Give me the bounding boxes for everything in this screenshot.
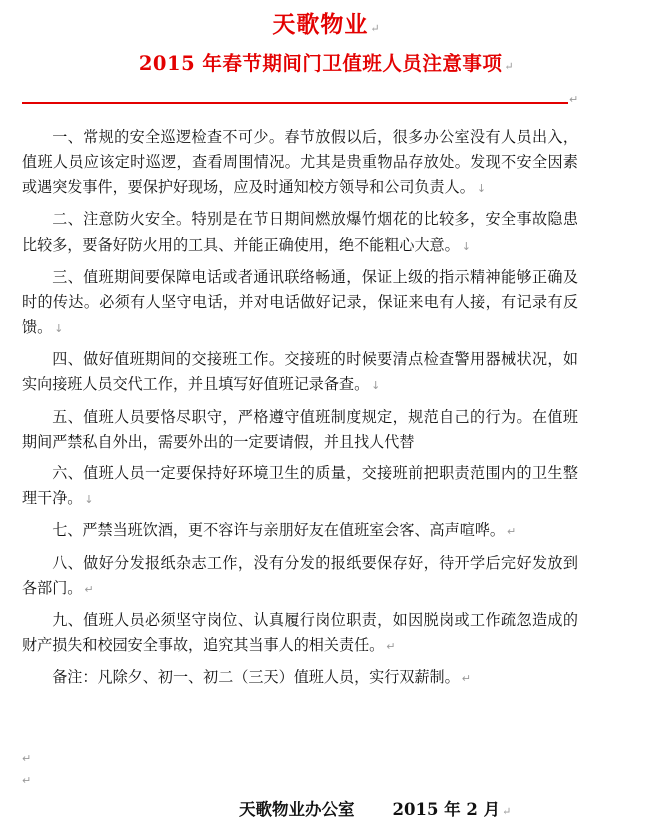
- paragraph-mark-icon: ↵: [84, 582, 94, 596]
- paragraph-text: 五、值班人员要恪尽职守，严格遵守值班制度规定，规范自己的行为。在值班期间严禁私自外出，需要外出的一定要请假，并且找人代替: [22, 407, 578, 451]
- paragraph-text: 九、值班人员必须坚守岗位、认真履行岗位职责，如因脱岗或工作疏忽造成的财产损失和校园安全事故，追究其当事人的相关责任。: [22, 611, 578, 655]
- paragraph-text: 三、值班期间要保障电话或者通讯联络畅通，保证上级的指示精神能够正确及时的传达。必须有人坚守电话，并对电话做好记录，保证来电有人接，有记录有反馈。: [22, 267, 578, 337]
- paragraph-mark-icon: ↵: [569, 93, 579, 106]
- paragraph-5: [22, 405, 578, 455]
- paragraph-9: [22, 608, 578, 659]
- company-heading: [0, 6, 653, 39]
- red-divider-line: [22, 102, 568, 104]
- paragraph-2: [22, 207, 578, 258]
- paragraph-8: [22, 551, 578, 602]
- document-title-text: 2015 年春节期间门卫值班人员注意事项: [138, 52, 503, 75]
- signature-date: 2015 年 2 月: [392, 800, 501, 819]
- paragraph-text: 六、值班人员一定要保持好环境卫生的质量，交接班前把职责范围内的卫生整理干净。: [22, 464, 578, 508]
- paragraph-6: [22, 461, 578, 512]
- document-body[interactable]: [22, 125, 578, 692]
- paragraph-text: 四、做好值班期间的交接班工作。交接班的时候要清点检查警用器械状况，如实向接班人员交代工作，并且填写好值班记录备查。: [22, 350, 578, 394]
- paragraph-mark-icon: ↵: [507, 525, 517, 539]
- line-break-mark-icon: ↓: [461, 239, 471, 253]
- paragraph-3: [22, 265, 578, 341]
- paragraph-mark-icon: ↵: [370, 22, 381, 35]
- paragraph-mark-icon: ↵: [502, 805, 512, 818]
- paragraph-4: [22, 347, 578, 398]
- line-break-mark-icon: ↓: [84, 493, 94, 507]
- paragraph-mark-icon: ↵: [22, 774, 32, 787]
- document-title: [0, 48, 653, 76]
- signature-line: [239, 796, 511, 820]
- paragraph-mark-icon: ↵: [386, 640, 396, 654]
- office-name: 天歌物业办公室: [239, 800, 355, 819]
- remark-paragraph: [22, 665, 578, 691]
- paragraph-text: 备注：凡除夕、初一、初二（三天）值班人员，实行双薪制。: [52, 668, 460, 687]
- paragraph-mark-icon: ↵: [461, 672, 471, 686]
- line-break-mark-icon: ↓: [371, 379, 381, 393]
- paragraph-text: 七、严禁当班饮酒，更不容许与亲朋好友在值班室会客、高声喧哗。: [52, 521, 506, 540]
- paragraph-mark-icon: ↵: [22, 752, 32, 765]
- paragraph-1: [22, 125, 578, 201]
- line-break-mark-icon: ↓: [476, 182, 487, 196]
- paragraph-mark-icon: ↵: [504, 60, 515, 73]
- line-break-mark-icon: ↓: [54, 322, 64, 336]
- paragraph-7: [22, 518, 578, 544]
- paragraph-text: 二、注意防火安全。特别是在节日期间燃放爆竹烟花的比较多，安全事故隐患比较多，要备好防火用的工具、并能正确使用，绝不能粗心大意。: [22, 210, 578, 254]
- company-heading-text: 天歌物业: [272, 11, 369, 38]
- paragraph-text: 一、常规的安全巡逻检查不可少。春节放假以后，很多办公室没有人员出入，值班人员应该定时巡逻，查看周围情况。尤其是贵重物品存放处。发现不安全因素或遇突发事件，要保护好现场，应及时通知校方领导和公司负责人。: [22, 128, 578, 197]
- paragraph-text: 八、做好分发报纸杂志工作，没有分发的报纸要保存好，待开学后完好发放到各部门。: [22, 553, 578, 597]
